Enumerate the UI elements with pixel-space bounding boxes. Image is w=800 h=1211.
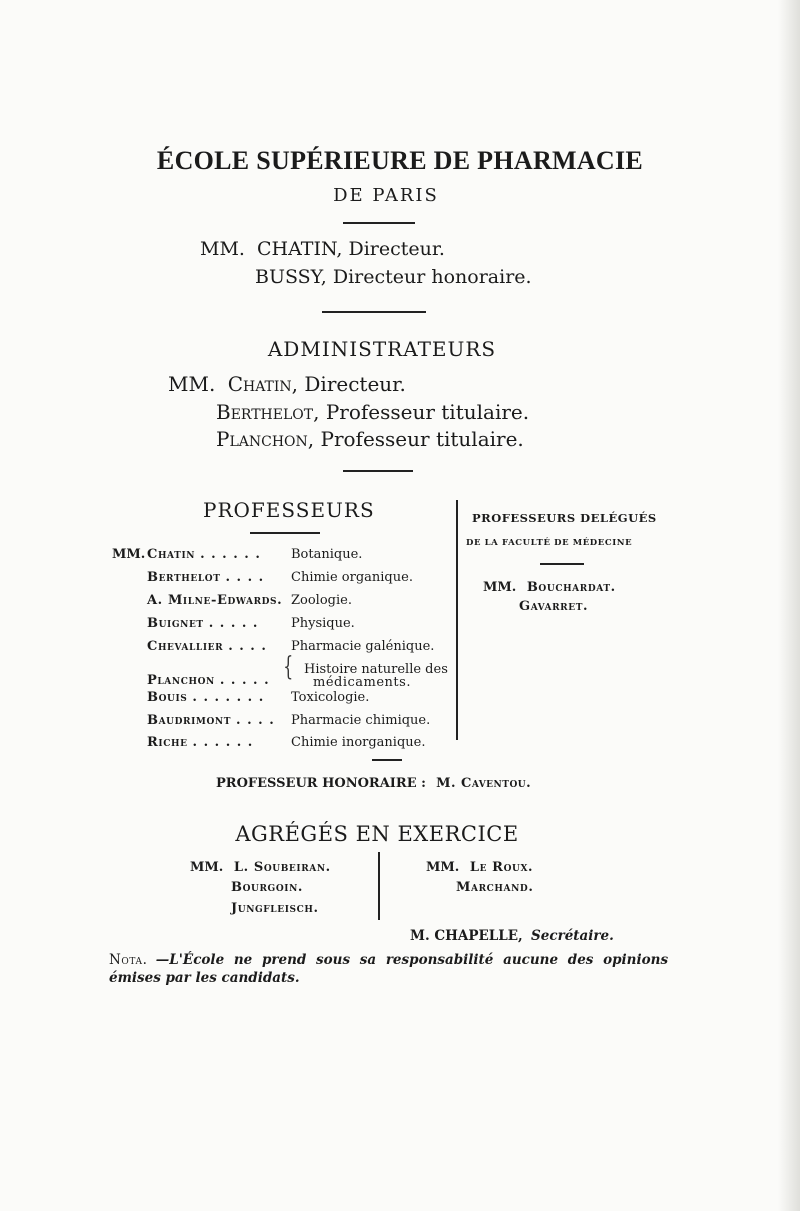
agrege-name: Jungfleisch. <box>231 901 319 916</box>
professeur-name <box>147 735 253 750</box>
secretaire-line <box>410 928 614 944</box>
delegues-line-1 <box>483 580 616 595</box>
delegue-name: Gavarret. <box>519 599 589 614</box>
nota-label: Nota. <box>109 952 148 968</box>
leader-dots: . . . . <box>228 639 267 654</box>
divider <box>343 222 415 224</box>
professeur-name-text: Baudrimont <box>147 713 232 728</box>
column-divider <box>456 500 458 740</box>
delegues-heading: PROFESSEURS DELÉGUÉS <box>472 511 657 525</box>
professeur-name-text: Chatin <box>147 547 196 562</box>
direction-director: CHATIN, Directeur. <box>257 238 445 260</box>
divider <box>540 563 584 565</box>
page-edge-shadow <box>778 0 800 1211</box>
professeur-name <box>147 570 264 585</box>
column-divider <box>378 852 380 920</box>
professeur-subject: Botanique. <box>291 547 363 562</box>
agreges-left-line-1 <box>190 860 331 875</box>
delegues-subheading: DE LA FACULTÉ DE MÉDECINE <box>466 538 633 548</box>
admin-name: Chatin, <box>227 372 299 396</box>
agreges-left-prefix: MM. <box>190 860 224 875</box>
professeurs-heading: PROFESSEURS <box>203 498 375 522</box>
leader-dots: . . . . . . . <box>192 690 265 705</box>
professeur-name <box>147 547 261 562</box>
agreges-right-line-1 <box>426 860 533 875</box>
admin-role: Directeur. <box>304 372 406 396</box>
agrege-name: Bourgoin. <box>231 880 304 895</box>
professeur-name <box>147 690 264 705</box>
leader-dots: . . . . . <box>208 616 259 631</box>
leader-dots: . . . . <box>225 570 265 585</box>
leader-dots: . . . . . . <box>200 547 261 562</box>
school-title: ÉCOLE SUPÉRIEURE DE PHARMACIE <box>156 146 644 175</box>
professeur-subject: Histoire naturelle des <box>304 662 448 677</box>
professeur-name-text: Riche <box>147 735 188 750</box>
admin-name: Berthelot, <box>216 400 320 424</box>
professeur-name <box>147 616 258 631</box>
agreges-right-prefix: MM. <box>426 860 460 875</box>
divider <box>372 759 402 761</box>
brace: { <box>283 652 294 682</box>
admin-role: Professeur titulaire. <box>325 400 530 424</box>
secretaire-role: Secrétaire. <box>531 928 614 944</box>
nota-text: émises par les candidats. <box>109 970 300 986</box>
professeur-subject: Pharmacie chimique. <box>291 713 431 728</box>
honoraire-line <box>216 776 531 791</box>
professeur-subject: Pharmacie galénique. <box>291 639 435 654</box>
professeur-name-text: Bouis <box>147 690 188 705</box>
leader-dots: . . . . . . <box>192 735 254 750</box>
professeur-subject: Physique. <box>291 616 355 631</box>
divider <box>250 532 320 534</box>
admin-prefix: MM. <box>168 372 216 396</box>
divider <box>322 311 426 313</box>
professeur-name <box>147 713 275 728</box>
honoraire-name: M. Caventou. <box>436 776 532 791</box>
admin-line-2 <box>216 400 529 424</box>
direction-line-2: BUSSY, Directeur honoraire. <box>255 266 532 288</box>
school-subtitle: DE PARIS <box>333 185 439 206</box>
professeur-name-text: Planchon <box>147 673 215 688</box>
delegue-name: Bouchardat. <box>526 580 616 595</box>
admin-line-3 <box>216 427 524 451</box>
professeur-subject-continued: médicaments. <box>313 675 411 690</box>
divider <box>343 470 413 472</box>
secretaire-name: M. CHAPELLE, <box>410 928 523 944</box>
professeur-subject: Chimie inorganique. <box>291 735 426 750</box>
leader-dots: . . . . . <box>219 673 270 688</box>
leader-dots: . . . . <box>236 713 275 728</box>
professeur-name-text: A. Milne-Edwards. <box>147 593 283 608</box>
professeur-name <box>147 673 270 688</box>
agrege-name: Le Roux. <box>469 860 534 875</box>
administrateurs-heading: ADMINISTRATEURS <box>267 337 497 361</box>
admin-role: Professeur titulaire. <box>320 427 524 451</box>
professeur-name-text: Chevallier <box>147 639 224 654</box>
professeurs-prefix: MM. <box>112 547 146 562</box>
professeur-name <box>147 593 282 608</box>
professeur-name <box>147 639 267 654</box>
professeur-subject: Chimie organique. <box>291 570 413 585</box>
direction-line-1 <box>200 238 445 260</box>
nota-line-1 <box>109 952 668 968</box>
agreges-heading: AGRÉGÉS EN EXERCICE <box>235 822 519 846</box>
professeur-name-text: Buignet <box>147 616 204 631</box>
agrege-name: Marchand. <box>456 880 534 895</box>
direction-prefix: MM. <box>200 238 245 260</box>
nota-text: —L'École ne prend sous sa responsabilité aucune des opinions <box>155 952 669 968</box>
admin-line-1 <box>168 372 406 396</box>
admin-name: Planchon, <box>216 427 315 451</box>
delegues-prefix: MM. <box>483 580 517 595</box>
professeur-subject: Zoologie. <box>291 593 352 608</box>
professeur-subject: Toxicologie. <box>291 690 370 705</box>
agrege-name: L. Soubeiran. <box>233 860 331 875</box>
honoraire-label: PROFESSEUR HONORAIRE : <box>216 776 426 791</box>
professeur-name-text: Berthelot <box>147 570 221 585</box>
